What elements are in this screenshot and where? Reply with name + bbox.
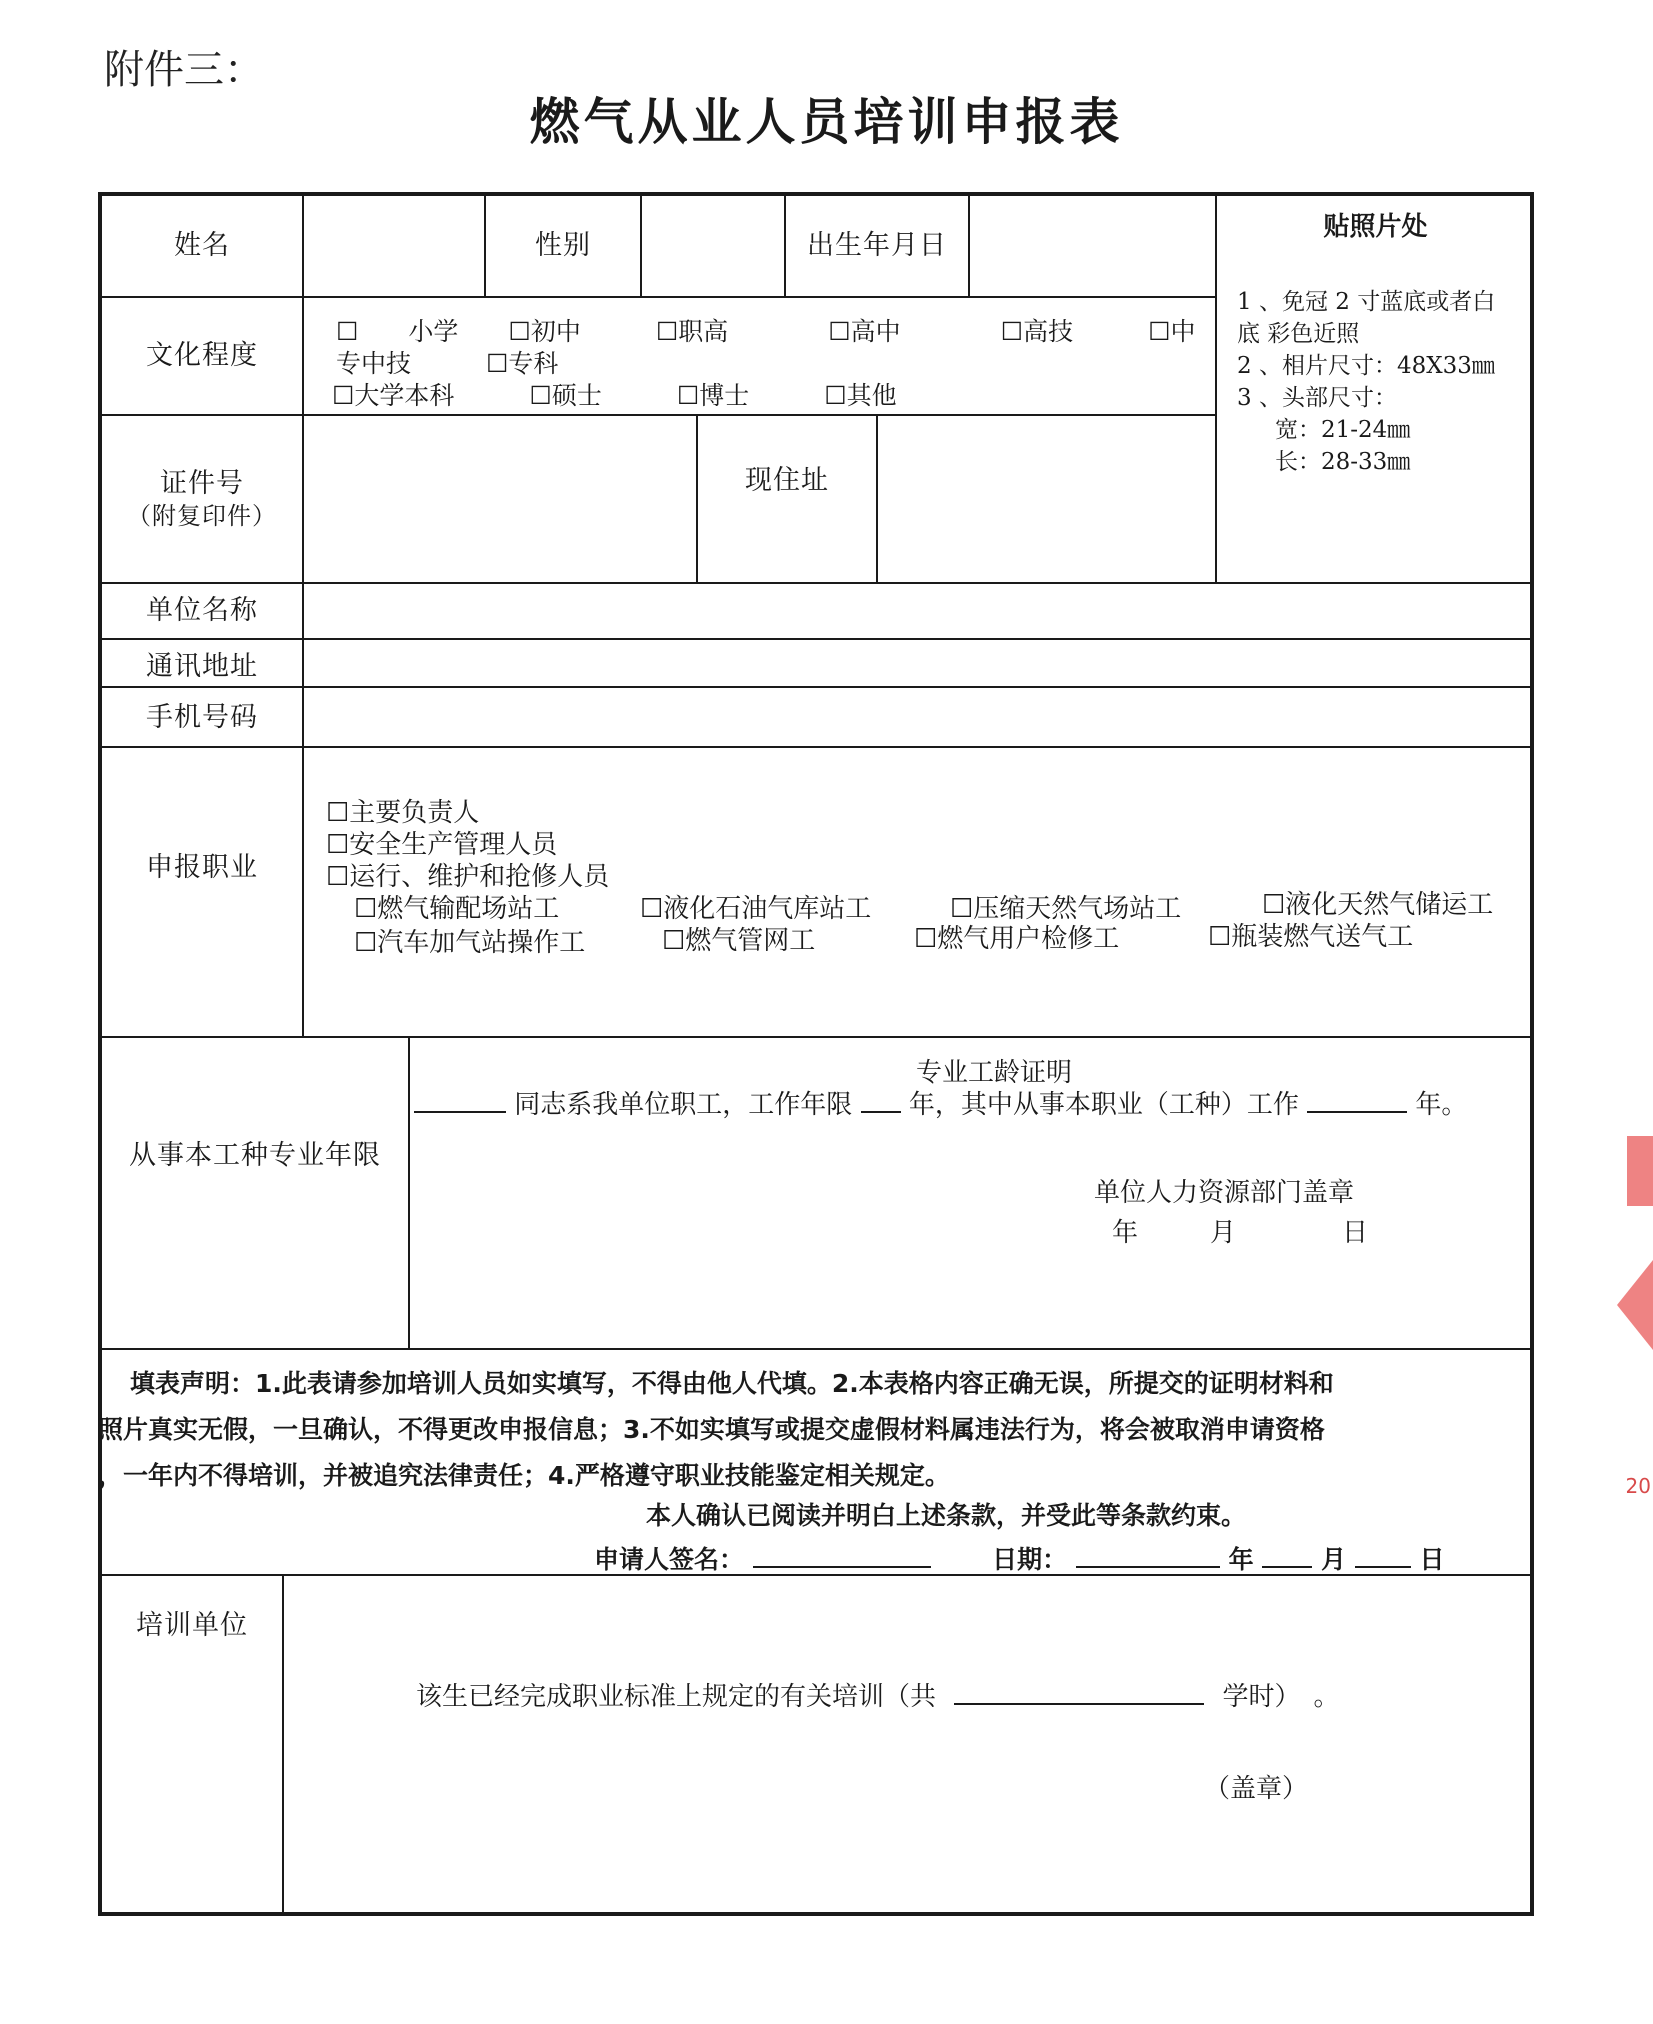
seniority-label: 从事本工种专业年限 bbox=[129, 1140, 381, 1172]
occupation-sub-option[interactable]: ☐液化石油气库站工 bbox=[640, 894, 872, 924]
birth-date-label: 出生年月日 bbox=[807, 230, 947, 262]
phone-label: 手机号码 bbox=[146, 702, 258, 734]
col-divider bbox=[408, 1036, 410, 1348]
occupation-option[interactable]: ☐安全生产管理人员 bbox=[326, 830, 558, 860]
date-month-label: 月 bbox=[1321, 1545, 1347, 1574]
hr-stamp-year: 年 bbox=[1112, 1218, 1139, 1248]
occupation-option[interactable]: ☐运行、维护和抢修人员 bbox=[326, 862, 610, 892]
occupation-sub-option[interactable]: ☐瓶装燃气送气工 bbox=[1208, 922, 1414, 952]
birth-date-field[interactable] bbox=[970, 196, 1215, 296]
declaration-confirm: 本人确认已阅读并明白上述条款，并受此等条款约束。 bbox=[646, 1501, 1247, 1530]
training-hours-blank[interactable] bbox=[954, 1679, 1204, 1705]
date-month-blank[interactable] bbox=[1262, 1542, 1312, 1568]
gender-label: 性别 bbox=[535, 230, 591, 262]
hr-stamp-label: 单位人力资源部门盖章 bbox=[1094, 1178, 1355, 1208]
certificate-statement bbox=[414, 1084, 1467, 1121]
photo-label: 贴照片处 bbox=[1323, 211, 1428, 242]
occupation-sub-option[interactable]: ☐汽车加气站操作工 bbox=[354, 928, 586, 958]
occupation-sub-option[interactable]: ☐液化天然气储运工 bbox=[1262, 890, 1494, 920]
colleague-name-blank[interactable] bbox=[414, 1087, 506, 1113]
id-number-field[interactable] bbox=[304, 416, 696, 582]
date-day-label: 日 bbox=[1419, 1545, 1445, 1574]
training-unit-label: 培训单位 bbox=[136, 1610, 248, 1642]
id-number-label-main: 证件号 bbox=[160, 468, 244, 500]
training-text-b: 学时） 。 bbox=[1222, 1682, 1340, 1712]
name-label: 姓名 bbox=[174, 230, 230, 262]
certificate-title: 专业工龄证明 bbox=[916, 1058, 1073, 1088]
date-label: 日期： bbox=[992, 1545, 1068, 1574]
id-number-label-note: （附复印件） bbox=[127, 501, 277, 530]
phone-field[interactable] bbox=[304, 688, 1534, 746]
annex-label: 附件三： bbox=[104, 47, 264, 93]
signature-line bbox=[594, 1540, 1445, 1576]
occupation-sub-option[interactable]: ☐燃气用户检修工 bbox=[914, 924, 1120, 954]
current-address-label: 现住址 bbox=[745, 465, 829, 497]
red-stamp-text: 20 bbox=[1625, 1474, 1651, 1498]
occupation-sub-option[interactable]: ☐压缩天然气场站工 bbox=[950, 894, 1182, 924]
certificate-text-b: 年，其中从事本职业（工种）工作 bbox=[908, 1090, 1299, 1120]
application-form bbox=[98, 192, 1534, 1916]
work-years-blank[interactable] bbox=[861, 1087, 901, 1113]
photo-note: 长：28-33㎜ bbox=[1275, 449, 1411, 475]
certificate-text-c: 年。 bbox=[1415, 1090, 1468, 1120]
declaration-line: ，一年内不得培训，并被追究法律责任；4.严格遵守职业技能鉴定相关规定。 bbox=[98, 1461, 950, 1490]
hr-stamp-day: 日 bbox=[1342, 1218, 1369, 1248]
education-options-line[interactable]: 专中技 ☐专科 bbox=[336, 349, 559, 378]
declaration-line: 照片真实无假，一旦确认，不得更改申报信息；3.不如实填写或提交虚假材料属违法行为，将会被取消申请资格 bbox=[98, 1415, 1325, 1444]
photo-note: 2 、相片尺寸：48X33㎜ bbox=[1237, 353, 1495, 379]
occupation-sub-option[interactable]: ☐燃气管网工 bbox=[662, 926, 816, 956]
education-options-line[interactable]: ☐ 小学 ☐初中 ☐职高 ☐高中 ☐高技 ☐中 bbox=[336, 317, 1196, 346]
unit-name-label: 单位名称 bbox=[146, 595, 258, 627]
photo-note: 3 、头部尺寸： bbox=[1237, 385, 1397, 411]
occupation-sub-option[interactable]: ☐燃气输配场站工 bbox=[354, 894, 560, 924]
occupation-label: 申报职业 bbox=[146, 852, 258, 884]
photo-note: 底 彩色近照 bbox=[1237, 321, 1360, 347]
date-day-blank[interactable] bbox=[1355, 1542, 1411, 1568]
red-stamp-fragment bbox=[1617, 1260, 1653, 1350]
mailing-address-label: 通讯地址 bbox=[146, 651, 258, 683]
declaration-line: 填表声明：1.此表请参加培训人员如实填写，不得由他人代填。2.本表格内容正确无误，所提交的证明材料和 bbox=[130, 1369, 1334, 1398]
form-title: 燃气从业人员培训申报表 bbox=[529, 93, 1124, 151]
unit-name-field[interactable] bbox=[304, 584, 1534, 638]
signature-blank[interactable] bbox=[753, 1542, 931, 1568]
id-number-label bbox=[102, 416, 302, 582]
training-stamp-label: （盖章） bbox=[1204, 1774, 1309, 1804]
certificate-text-a: 同志系我单位职工，工作年限 bbox=[514, 1090, 853, 1120]
education-options-line[interactable]: ☐大学本科 ☐硕士 ☐博士 ☐其他 bbox=[332, 381, 897, 410]
photo-note: 1 、免冠 2 寸蓝底或者白 bbox=[1237, 289, 1496, 315]
education-label: 文化程度 bbox=[146, 340, 258, 372]
photo-requirements bbox=[1237, 286, 1495, 478]
mailing-address-field[interactable] bbox=[304, 640, 1534, 686]
signature-label: 申请人签名： bbox=[594, 1545, 745, 1574]
hr-stamp-month: 月 bbox=[1210, 1218, 1237, 1248]
occupation-years-blank[interactable] bbox=[1307, 1087, 1407, 1113]
name-field[interactable] bbox=[304, 196, 484, 296]
date-year-label: 年 bbox=[1228, 1545, 1254, 1574]
occupation-option[interactable]: ☐主要负责人 bbox=[326, 798, 480, 828]
date-year-blank[interactable] bbox=[1076, 1542, 1220, 1568]
current-address-field[interactable] bbox=[878, 416, 1215, 582]
red-stamp-fragment bbox=[1627, 1136, 1653, 1206]
training-completion-statement bbox=[416, 1676, 1340, 1713]
photo-note: 宽：21-24㎜ bbox=[1275, 417, 1411, 443]
row-divider bbox=[102, 1348, 1534, 1350]
gender-field[interactable] bbox=[642, 196, 784, 296]
col-divider bbox=[282, 1574, 284, 1916]
training-text-a: 该生已经完成职业标准上规定的有关培训（共 bbox=[416, 1682, 937, 1712]
row-divider bbox=[102, 746, 1534, 748]
col-divider bbox=[1215, 196, 1217, 582]
